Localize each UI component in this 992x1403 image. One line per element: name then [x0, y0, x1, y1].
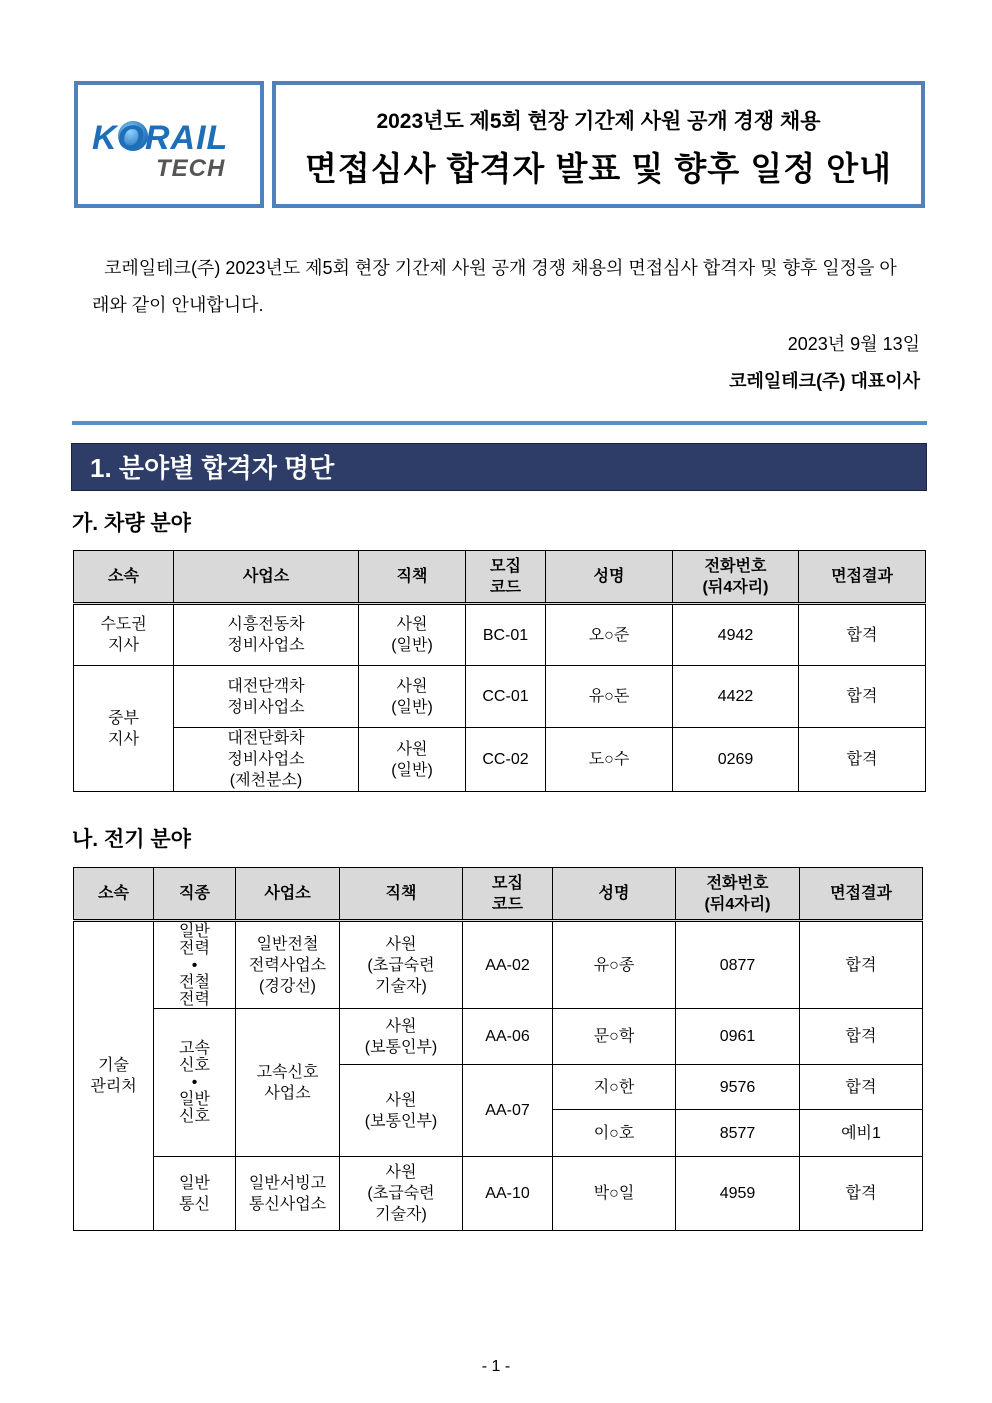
cell: 대전단화차 정비사업소 (제천분소) [174, 728, 359, 792]
subsection-vehicle-title: 가. 차량 분야 [72, 512, 191, 535]
column-header: 전화번호 (뒤4자리) [673, 551, 799, 604]
column-header: 직종 [154, 868, 236, 921]
cell: 지○한 [553, 1065, 676, 1110]
column-header: 소속 [74, 551, 174, 604]
logo-text-korail: KORAIL [92, 119, 229, 157]
cell: 0269 [673, 728, 799, 792]
title-box [272, 81, 925, 208]
cell: 이○호 [553, 1110, 676, 1157]
cell: 기술 관리처 [74, 921, 154, 1231]
column-header: 면접결과 [799, 551, 926, 604]
cell: AA-07 [463, 1065, 553, 1157]
cell: 일반서빙고 통신사업소 [236, 1157, 340, 1231]
cell: 사원 (일반) [359, 728, 466, 792]
cell: 합격 [800, 1065, 923, 1110]
column-header: 모집 코드 [466, 551, 546, 604]
table-row [74, 1009, 923, 1065]
cell: 고속신호 사업소 [236, 1009, 340, 1157]
cell: 합격 [799, 728, 926, 792]
column-header: 전화번호 (뒤4자리) [676, 868, 800, 921]
column-header: 성명 [546, 551, 673, 604]
signer: 코레일테크(주) 대표이사 [729, 371, 920, 391]
cell: AA-10 [463, 1157, 553, 1231]
cell: AA-02 [463, 921, 553, 1009]
cell: 예비1 [800, 1110, 923, 1157]
vehicle-results-table [73, 550, 926, 792]
cell: 합격 [799, 666, 926, 728]
cell: 사원 (보통인부) [340, 1009, 463, 1065]
section-heading: 1. 분야별 합격자 명단 [71, 443, 927, 491]
cell: CC-01 [466, 666, 546, 728]
cell: 합격 [800, 921, 923, 1009]
column-header: 사업소 [174, 551, 359, 604]
cell: 합격 [800, 1157, 923, 1231]
cell: 유○돈 [546, 666, 673, 728]
cell: 합격 [799, 604, 926, 666]
column-header: 직책 [359, 551, 466, 604]
cell: 고속 신호 • 일반 신호 [154, 1009, 236, 1157]
column-header: 성명 [553, 868, 676, 921]
table-row [74, 666, 926, 728]
column-header: 직책 [340, 868, 463, 921]
cell: 합격 [800, 1009, 923, 1065]
cell: 유○종 [553, 921, 676, 1009]
logo-text-tech: TECH [156, 155, 226, 182]
electric-results-table [73, 867, 923, 1231]
column-header: 사업소 [236, 868, 340, 921]
cell: 중부 지사 [74, 666, 174, 792]
cell: 도○수 [546, 728, 673, 792]
cell: 9576 [676, 1065, 800, 1110]
cell: 수도권 지사 [74, 604, 174, 666]
intro-paragraph: 코레일테크(주) 2023년도 제5회 현장 기간제 사원 공개 경쟁 채용의 면접심사 합격자 및 향후 일정을 아래와 같이 안내합니다. [92, 258, 897, 315]
column-header: 면접결과 [800, 868, 923, 921]
cell: 박○일 [553, 1157, 676, 1231]
cell: 8577 [676, 1110, 800, 1157]
company-logo [74, 81, 264, 208]
divider [72, 421, 927, 425]
cell: 4959 [676, 1157, 800, 1231]
cell: CC-02 [466, 728, 546, 792]
cell: 0877 [676, 921, 800, 1009]
table-row [74, 728, 926, 792]
cell: 4422 [673, 666, 799, 728]
cell: 사원 (일반) [359, 604, 466, 666]
document-title: 면접심사 합격자 발표 및 향후 일정 안내 [304, 150, 893, 187]
cell: 4942 [673, 604, 799, 666]
cell: 대전단객차 정비사업소 [174, 666, 359, 728]
table-row [74, 604, 926, 666]
notice-date: 2023년 9월 13일 [787, 334, 920, 354]
cell: 0961 [676, 1009, 800, 1065]
cell: 문○학 [553, 1009, 676, 1065]
cell: 시흥전동차 정비사업소 [174, 604, 359, 666]
cell: 오○준 [546, 604, 673, 666]
table-row [74, 921, 923, 1009]
cell: 사원 (일반) [359, 666, 466, 728]
table-row [74, 1157, 923, 1231]
document-subtitle: 2023년도 제5회 현장 기간제 사원 공개 경쟁 채용 [376, 110, 821, 133]
page-number: - 1 - [481, 1358, 511, 1375]
cell: AA-06 [463, 1009, 553, 1065]
cell: 일반 전력 • 전철 전력 [154, 921, 236, 1009]
cell: 사원 (초급숙련 기술자) [340, 1157, 463, 1231]
cell: 일반 통신 [154, 1157, 236, 1231]
column-header: 모집 코드 [463, 868, 553, 921]
cell: BC-01 [466, 604, 546, 666]
cell: 사원 (보통인부) [340, 1065, 463, 1157]
subsection-electric-title: 나. 전기 분야 [72, 828, 191, 851]
cell: 일반전철 전력사업소 (경강선) [236, 921, 340, 1009]
column-header: 소속 [74, 868, 154, 921]
cell: 사원 (초급숙련 기술자) [340, 921, 463, 1009]
